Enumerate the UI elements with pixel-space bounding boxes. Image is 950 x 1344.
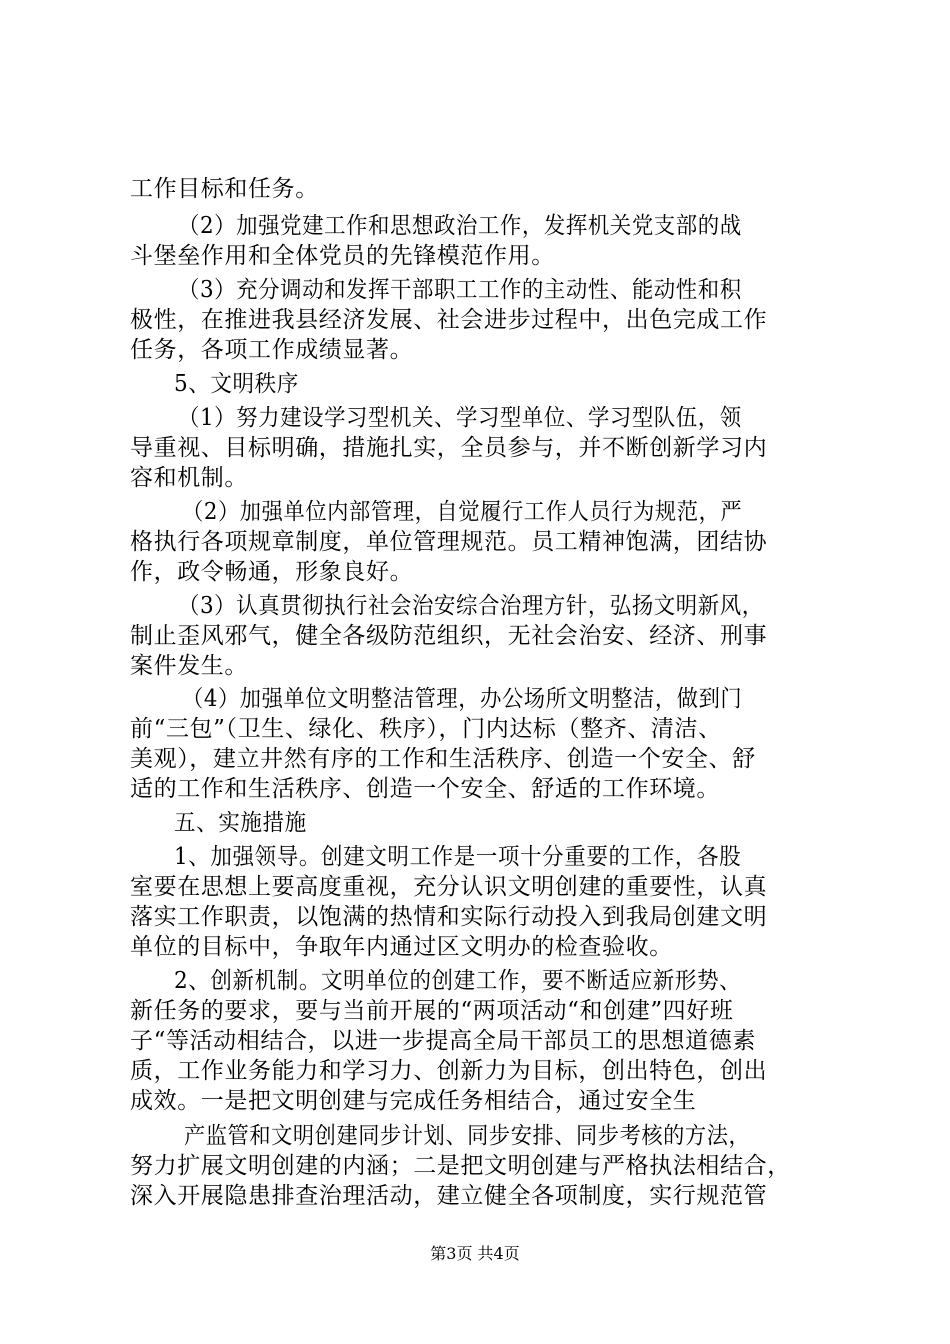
body-line: 5、文明秩序 <box>174 371 299 397</box>
body-line: 美观），建立井然有序的工作和生活秩序、创造一个安全、舒 <box>130 746 756 772</box>
body-line: （4）加强单位文明整洁管理，办公场所文明整洁，做到门 <box>182 686 743 712</box>
body-line: 2、创新机制。文明单位的创建工作，要不断适应新形势、 <box>174 968 742 994</box>
body-line: 极性，在推进我县经济发展、社会进步过程中，出色完成工作 <box>130 307 768 333</box>
body-line: （3）认真贯彻执行社会治安综合治理方针，弘扬文明新风， <box>178 593 764 619</box>
body-line: 落实工作职责，以饱满的热情和实际行动投入到我局创建文明 <box>130 904 768 930</box>
body-line: 五、实施措施 <box>174 810 307 836</box>
body-line: 工作目标和任务。 <box>130 176 319 202</box>
body-line: （3）充分调动和发挥干部职工工作的主动性、能动性和积 <box>178 277 742 303</box>
body-line: （2）加强党建工作和思想政治工作，发挥机关党支部的战 <box>178 213 742 239</box>
body-line: 产监管和文明创建同步计划、同步安排、同步考核的方法， <box>184 1123 751 1149</box>
body-line: 前“三包”（卫生、绿化、秩序），门内达标（整齐、清洁、 <box>130 716 722 742</box>
body-line: 制止歪风邪气，健全各级防范组织，无社会治安、经济、刑事 <box>130 623 768 649</box>
body-line: 导重视、目标明确，措施扎实，全员参与，并不断创新学习内 <box>130 435 768 461</box>
body-line: 深入开展隐患排查治理活动，建立健全各项制度，实行规范管 <box>130 1183 768 1209</box>
body-line: 子“等活动相结合，以进一步提高全局干部员工的思想道德素 <box>130 1028 756 1054</box>
body-line: 成效。一是把文明创建与完成任务相结合，通过安全生 <box>130 1088 697 1114</box>
body-line: （2）加强单位内部管理，自觉履行工作人员行为规范，严 <box>182 499 743 525</box>
body-line: 室要在思想上要高度重视，充分认识文明创建的重要性，认真 <box>130 874 768 900</box>
body-line: 容和机制。 <box>130 465 248 491</box>
page-footer: 第3页 共4页 <box>430 1244 520 1263</box>
body-line: 努力扩展文明创建的内涵；二是把文明创建与严格执法相结合， <box>130 1153 791 1179</box>
body-line: 格执行各项规章制度，单位管理规范。员工精神饱满，团结协 <box>130 529 768 555</box>
body-line: 1、加强领导。创建文明工作是一项十分重要的工作，各股 <box>174 844 742 870</box>
body-line: 斗堡垒作用和全体党员的先锋模范作用。 <box>130 243 555 269</box>
body-line: 单位的目标中，争取年内通过区文明办的检查验收。 <box>130 934 673 960</box>
body-line: 适的工作和生活秩序、创造一个安全、舒适的工作环境。 <box>130 776 720 802</box>
body-line: 作，政令畅通，形象良好。 <box>130 559 414 585</box>
body-line: 案件发生。 <box>130 653 248 679</box>
body-line: 新任务的要求，要与当前开展的“两项活动“和创建”四好班 <box>130 998 734 1024</box>
body-line: 质，工作业务能力和学习力、创新力为目标，创出特色，创出 <box>130 1058 768 1084</box>
body-line: 任务，各项工作成绩显著。 <box>130 337 414 363</box>
body-line: （1）努力建设学习型机关、学习型单位、学习型队伍，领 <box>178 405 742 431</box>
